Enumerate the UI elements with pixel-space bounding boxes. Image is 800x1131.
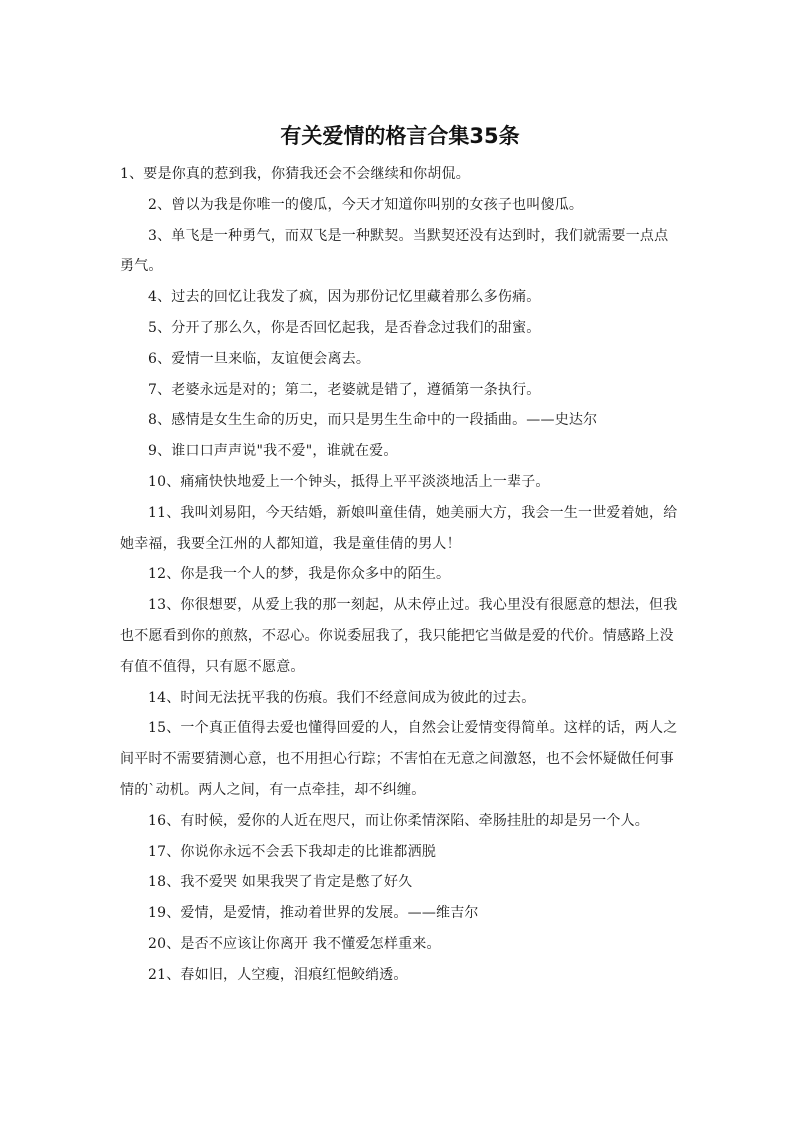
quote-paragraph: 16、有时候，爱你的人近在咫尺，而让你柔情深陷、牵肠挂肚的却是另一个人。	[148, 812, 650, 829]
quote-paragraph: 10、痛痛快快地爱上一个钟头，抵得上平平淡淡地活上一辈子。	[148, 473, 550, 490]
quote-paragraph: 3、单飞是一种勇气，而双飞是一种默契。当默契还没有达到时，我们就需要一点点勇气。	[120, 227, 669, 275]
quote-paragraph: 14、时间无法抚平我的伤痕。我们不经意间成为彼此的过去。	[148, 689, 536, 706]
quote-paragraph: 15、一个真正值得去爱也懂得回爱的人，自然会让爱情变得简单。这样的话，两人之间平时不需要猜测心意，也不用担心行踪；不害怕在无意之间激怒，也不会怀疑做任何事情的`动机。两人之间，有一点牵挂，却不纠缠。	[120, 720, 678, 798]
quote-paragraph: 18、我不爱哭 如果我哭了肯定是憋了好久	[148, 874, 413, 891]
quote-paragraph: 21、春如旧，人空瘦，泪痕红悒鲛绡透。	[148, 966, 408, 983]
document-body	[120, 159, 680, 991]
quote-paragraph: 7、老婆永远是对的；第二，老婆就是错了，遵循第一条执行。	[148, 381, 541, 398]
quote-paragraph: 4、过去的回忆让我发了疯，因为那份记忆里藏着那么多伤痛。	[148, 289, 541, 306]
quote-paragraph: 11、我叫刘易阳，今天结婚，新娘叫童佳倩，她美丽大方，我会一生一世爱着她，给她幸福，我要全江州的人都知道，我是童佳倩的男人！	[120, 504, 678, 552]
document-title: 有关爱情的格言合集35条	[280, 124, 520, 148]
quote-paragraph: 5、分开了那么久，你是否回忆起我，是否眷念过我们的甜蜜。	[148, 319, 541, 336]
quote-paragraph: 9、谁口口声声说"我不爱"，谁就在爱。	[148, 443, 398, 460]
quote-paragraph: 6、爱情一旦来临，友谊便会离去。	[148, 350, 371, 367]
quote-paragraph: 13、你很想要，从爱上我的那一刻起，从未停止过。我心里没有很愿意的想法，但我也不愿看到你的煎熬，不忍心。你说委屈我了，我只能把它当做是爱的代价。情感路上没有值不值得，只有愿不愿意。	[120, 597, 678, 675]
quote-paragraph: 12、你是我一个人的梦，我是你众多中的陌生。	[148, 566, 451, 583]
quote-paragraph: 1、要是你真的惹到我，你猜我还会不会继续和你胡侃。	[120, 166, 470, 182]
quote-paragraph: 20、是否不应该让你离开 我不懂爱怎样重来。	[148, 935, 441, 952]
quote-paragraph: 2、曾以为我是你唯一的傻瓜，今天才知道你叫别的女孩子也叫傻瓜。	[148, 196, 584, 213]
quote-paragraph: 8、感情是女生生命的历史，而只是男生生命中的一段插曲。——史达尔	[148, 412, 598, 429]
quote-paragraph: 19、爱情，是爱情，推动着世界的发展。——维吉尔	[148, 905, 479, 922]
quote-paragraph: 17、你说你永远不会丢下我却走的比谁都洒脱	[148, 843, 437, 860]
